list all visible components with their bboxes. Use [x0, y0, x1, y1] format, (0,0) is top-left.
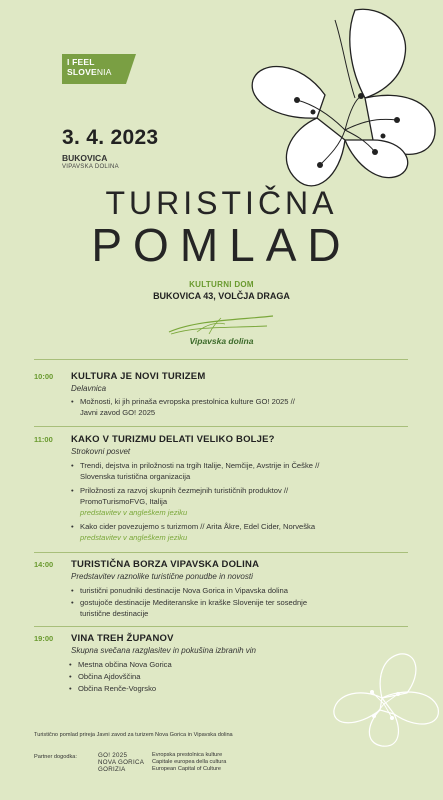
program-title: VINA TREH ŽUPANOV	[71, 633, 174, 644]
program-item: • Možnosti, ki jih prinaša evropska prestolnica kulture GO! 2025 // Javni zavod GO! 2025	[71, 397, 295, 417]
bullet-icon: •	[71, 461, 74, 470]
event-region: VIPAVSKA DOLINA	[62, 164, 119, 170]
vipavska-dolina-logo-icon	[167, 312, 277, 352]
logo-corner	[126, 54, 136, 84]
program-item: • Mestna občina Nova Gorica	[69, 660, 172, 669]
event-date: 3. 4. 2023	[62, 126, 159, 149]
partner-label: Partner dogodka:	[34, 754, 77, 760]
program-time: 19:00	[34, 634, 54, 643]
program-item: • Občina Renče-Vogrsko	[69, 684, 157, 693]
program-item: • Občina Ajdovščina	[69, 672, 141, 681]
bullet-icon: •	[71, 397, 74, 406]
event-place: BUKOVICA	[62, 153, 108, 163]
program-subtitle: Skupna svečana razglasitev in pokušina izbranih vin	[71, 646, 256, 655]
bullet-icon: •	[71, 598, 74, 607]
program-subtitle: Delavnica	[71, 384, 107, 393]
program-time: 14:00	[34, 560, 54, 569]
european-capital-of-culture-text: Evropska prestolnica kulture Capitale europea della cultura European Capital of Culture	[152, 752, 227, 772]
bullet-icon: •	[71, 522, 74, 531]
program-item: • Trendi, dejstva in priložnosti na trgih Italije, Nemčije, Avstrije in Češke // Slovenska turistična organizacija	[71, 461, 320, 481]
i-feel-slovenia-logo: I FEEL SLOVENIA	[62, 54, 126, 84]
language-note: predstavitev v angleškem jeziku	[80, 508, 188, 517]
bullet-icon: •	[69, 660, 72, 669]
program-title: KAKO V TURIZMU DELATI VELIKO BOLJE?	[71, 434, 275, 445]
program-subtitle: Predstavitev raznolike turistične ponudbe in novosti	[71, 572, 253, 581]
program-item: • gostujoče destinacije Mediteranske in kraške Slovenije ter sosednje turistične destinacije	[71, 598, 308, 618]
flower-outline-illustration	[322, 648, 443, 748]
divider	[34, 626, 408, 627]
program-item: • Priložnosti za razvoj skupnih čezmejnih turističnih produktov // PromoTurismoFVG, Italija predstavitev v angleškem jeziku	[80, 485, 400, 518]
program-item: • turistični ponudniki destinacije Nova Gorica in Vipavska dolina	[71, 586, 288, 595]
venue-name: KULTURNI DOM	[189, 280, 254, 289]
program-item: • Kako cider povezujemo s turizmom // Arita Åkre, Edel Cider, Norveška predstavitev v angleškem jeziku	[80, 521, 400, 543]
program-title: TURISTIČNA BORZA VIPAVSKA DOLINA	[71, 559, 260, 570]
program-time: 10:00	[34, 372, 54, 381]
program-subtitle: Strokovni posvet	[71, 447, 131, 456]
language-note: predstavitev v angleškem jeziku	[80, 533, 188, 542]
program-title: KULTURA JE NOVI TURIZEM	[71, 371, 206, 382]
venue-address: BUKOVICA 43, VOLČJA DRAGA	[153, 291, 290, 301]
go-2025-logo: GO! 2025 NOVA GORICA GORIZIA	[98, 752, 145, 773]
event-title-line1: TURISTIČNA	[105, 185, 338, 221]
bullet-icon: •	[71, 586, 74, 595]
organizer-note: Turistično pomlad prireja Javni zavod za turizem Nova Gorica in Vipavska dolina	[34, 732, 233, 738]
event-title-line2: POMLAD	[91, 219, 352, 271]
bullet-icon: •	[69, 672, 72, 681]
program-time: 11:00	[34, 435, 53, 444]
divider	[34, 359, 408, 360]
bullet-icon: •	[69, 684, 72, 693]
bullet-icon: •	[71, 486, 74, 495]
flower-illustration	[205, 0, 443, 200]
divider	[34, 426, 408, 427]
vipavska-dolina-logo-text: Vipavska dolina	[189, 336, 254, 346]
divider	[34, 552, 408, 553]
